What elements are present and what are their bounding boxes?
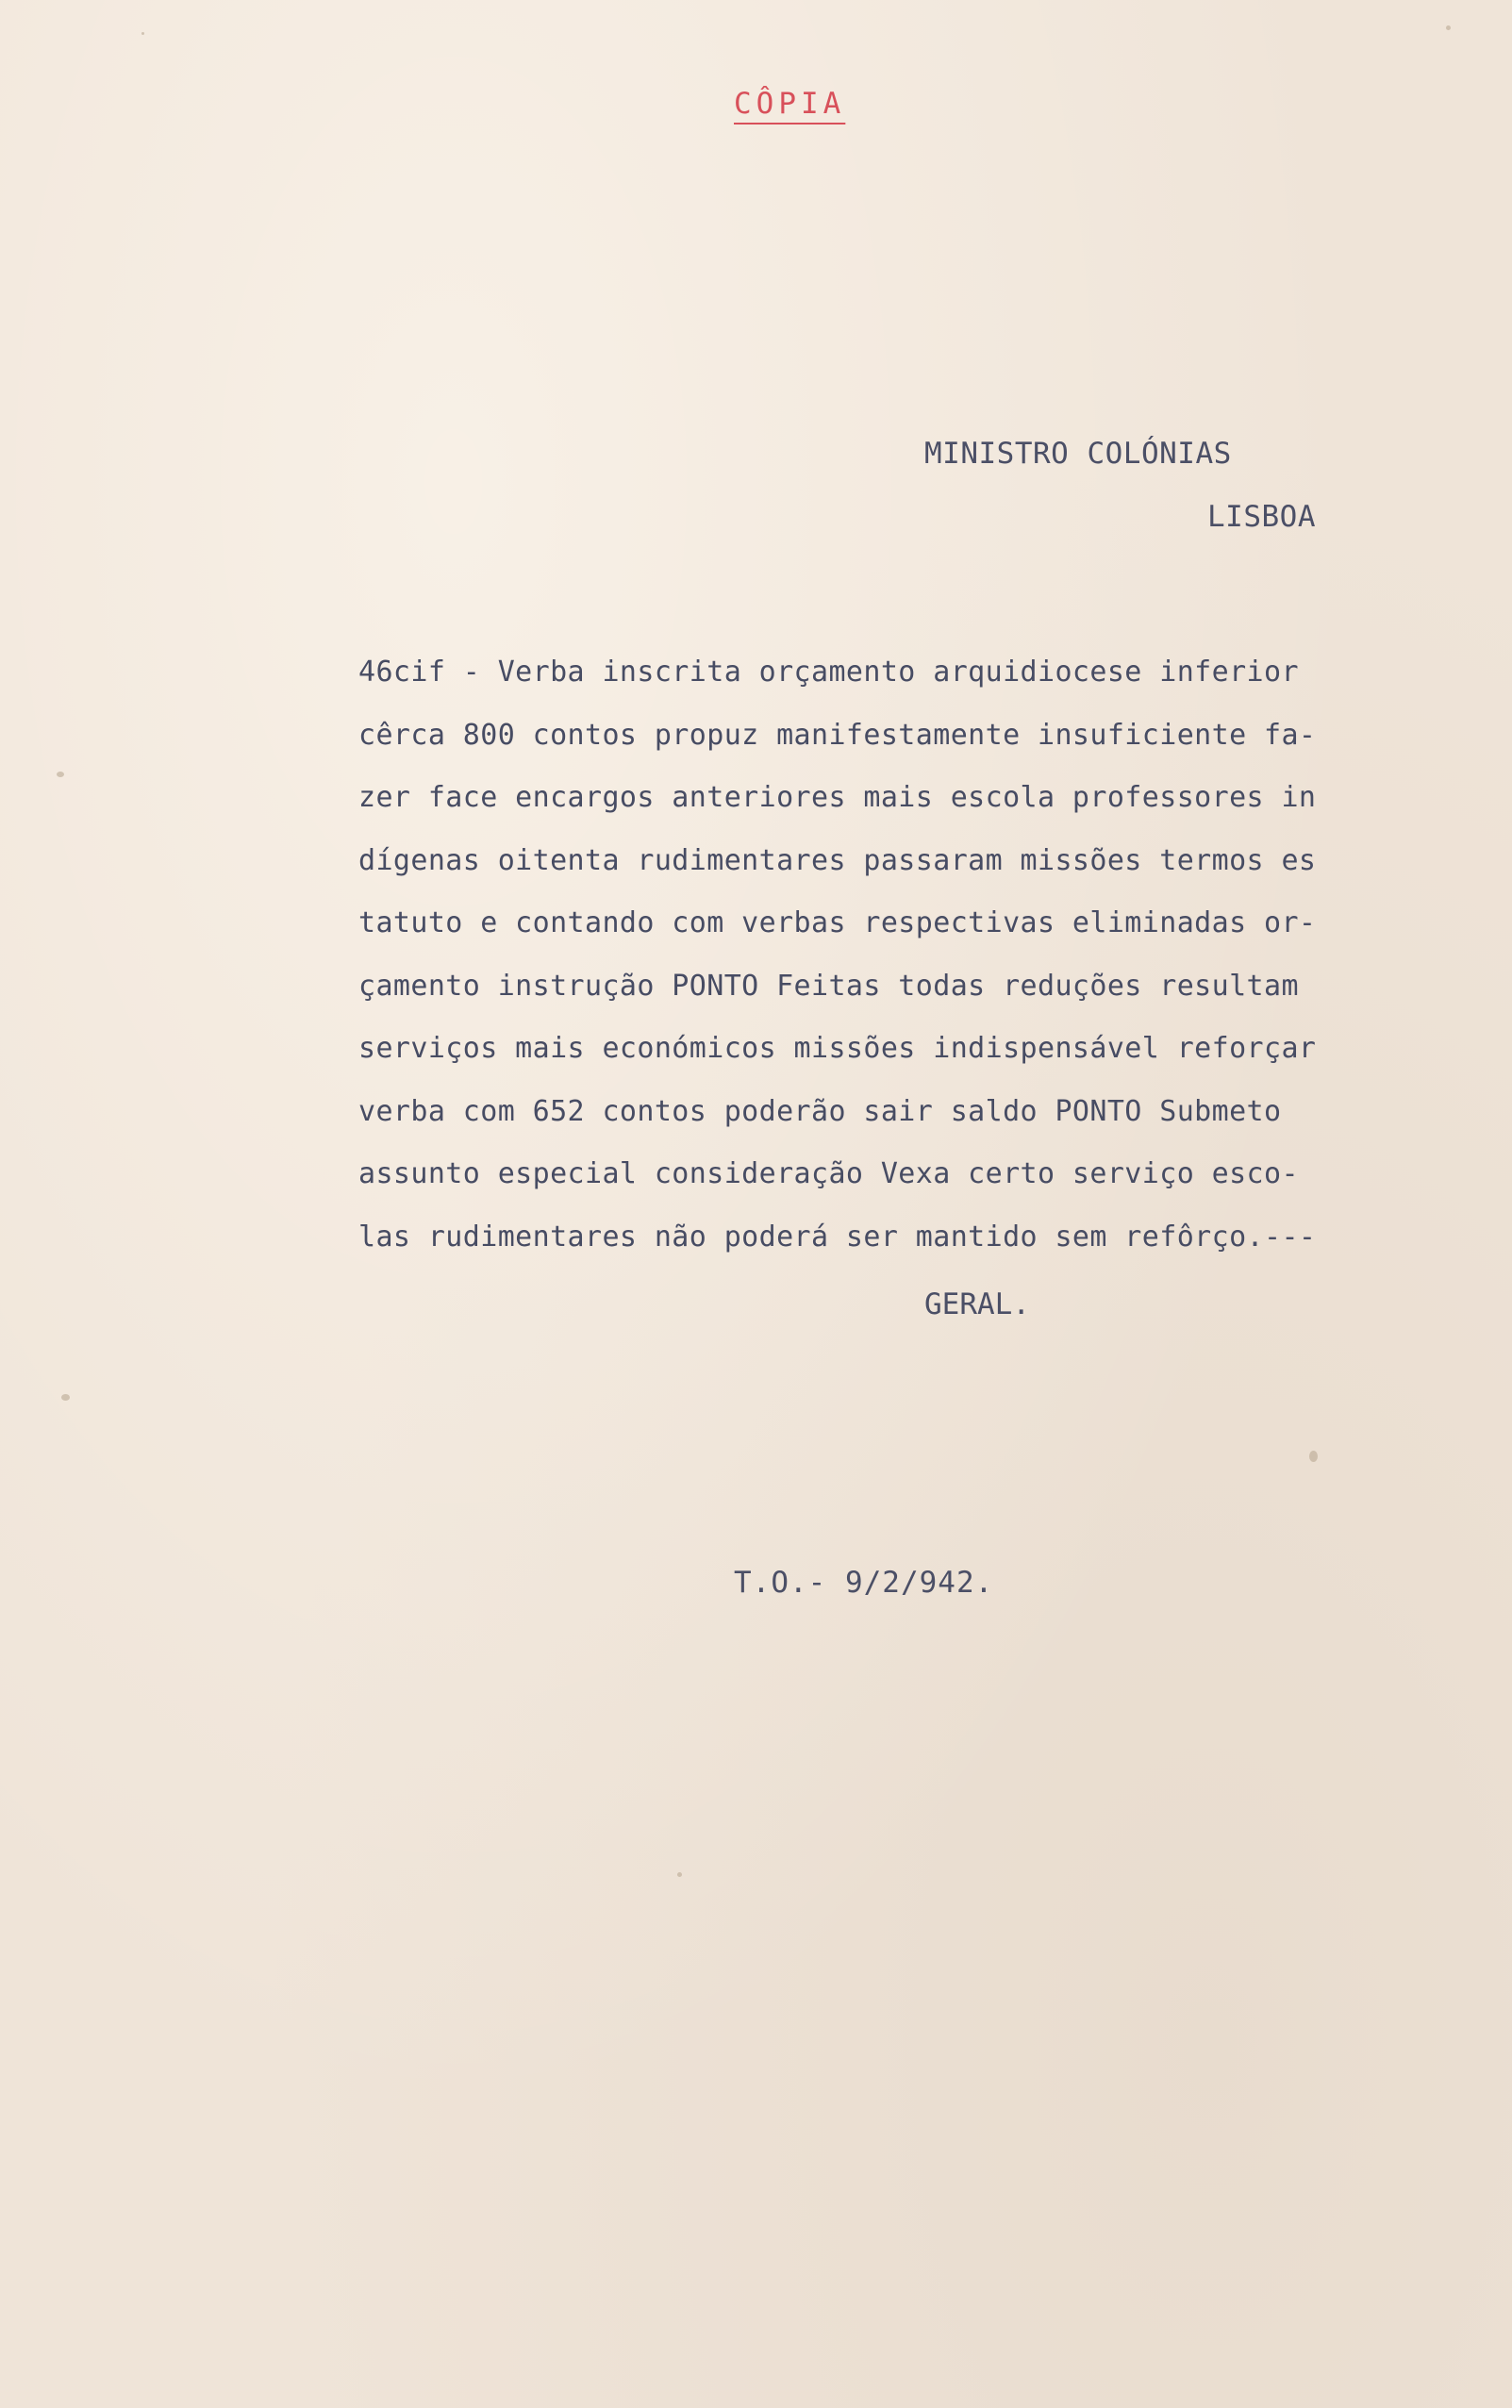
body-line: las rudimentares não poderá ser mantido sem refôrço.--- bbox=[358, 1220, 1317, 1254]
body-line: çamento instrução PONTO Feitas todas reduções resultam bbox=[358, 969, 1299, 1003]
paper-speck bbox=[141, 32, 144, 35]
body-line: serviços mais económicos missões indispensável reforçar bbox=[358, 1032, 1317, 1065]
paper-speck bbox=[1446, 25, 1451, 30]
document-heading: CÔPIA bbox=[734, 87, 846, 121]
recipient-line-2: LISBOA bbox=[1207, 500, 1316, 534]
paper-speck bbox=[61, 1394, 70, 1401]
recipient-line-1: MINISTRO COLÓNIAS bbox=[924, 437, 1232, 471]
paper-speck bbox=[1309, 1451, 1318, 1462]
paper-speck bbox=[57, 772, 64, 777]
body-line: verba com 652 contos poderão sair saldo PONTO Submeto bbox=[358, 1094, 1282, 1128]
body-line: zer face encargos anteriores mais escola professores in bbox=[358, 781, 1317, 814]
paper-speck bbox=[677, 1872, 682, 1877]
body-line: dígenas oitenta rudimentares passaram missões termos es bbox=[358, 843, 1317, 877]
body-line: assunto especial consideração Vexa certo serviço esco- bbox=[358, 1157, 1299, 1190]
signature: GERAL. bbox=[924, 1287, 1030, 1321]
reference-date: T.O.- 9/2/942. bbox=[734, 1566, 994, 1600]
body-line: tatuto e contando com verbas respectivas eliminadas or- bbox=[358, 906, 1317, 939]
body-line: cêrca 800 contos propuz manifestamente insuficiente fa- bbox=[358, 718, 1317, 752]
body-line: 46cif - Verba inscrita orçamento arquidiocese inferior bbox=[358, 656, 1299, 689]
telegram-body bbox=[358, 651, 1405, 1278]
